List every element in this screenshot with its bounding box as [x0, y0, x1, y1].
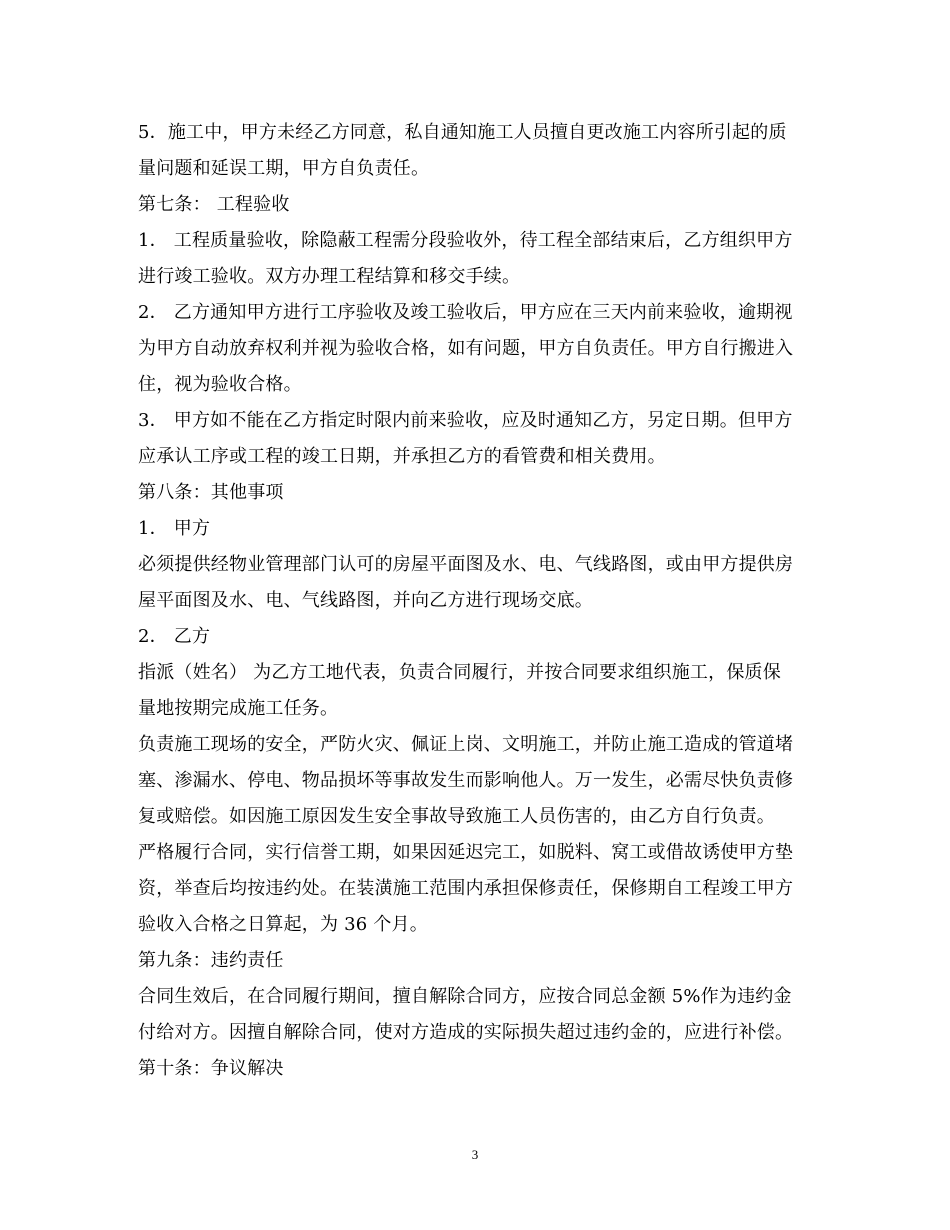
- text-line: 严格履行合同，实行信誉工期，如果因延迟完工，如脱料、窝工或借故诱使甲方垫: [138, 842, 794, 863]
- text-line: 塞、渗漏水、停电、物品损坏等事故发生而影响他人。万一发生，必需尽快负责修: [138, 770, 794, 791]
- text-line: 付给对方。因擅自解除合同，使对方造成的实际损失超过违约金的，应进行补偿。: [138, 1022, 794, 1043]
- text-line: 量地按期完成施工任务。: [138, 698, 339, 719]
- text-line: 5．施工中，甲方未经乙方同意，私自通知施工人员擅自更改施工内容所引起的质: [138, 122, 787, 143]
- section-heading: 第九条：违约责任: [138, 950, 284, 971]
- text-line: 住，视为验收合格。: [138, 374, 302, 395]
- text-line: 资，举查后均按违约处。在装潢施工范围内承担保修责任，保修期自工程竣工甲方: [138, 878, 794, 899]
- text-line: 为甲方自动放弃权利并视为验收合格，如有问题，甲方自负责任。甲方自行搬进入: [138, 338, 794, 359]
- section-heading: 第七条： 工程验收: [138, 194, 290, 215]
- document-body: [138, 115, 813, 1087]
- text-line: 指派（姓名） 为乙方工地代表，负责合同履行，并按合同要求组织施工，保质保: [138, 662, 781, 683]
- text-line: 屋平面图及水、电、气线路图，并向乙方进行现场交底。: [138, 590, 593, 611]
- text-line: 负责施工现场的安全，严防火灾、佩证上岗、文明施工，并防止施工造成的管道堵: [138, 734, 794, 755]
- section-heading: 第八条：其他事项: [138, 482, 284, 503]
- text-line: 必须提供经物业管理部门认可的房屋平面图及水、电、气线路图，或由甲方提供房: [138, 554, 794, 575]
- page-number: 3: [471, 1147, 479, 1162]
- text-line: 2． 乙方通知甲方进行工序验收及竣工验收后，甲方应在三天内前来验收，逾期视: [138, 302, 793, 323]
- text-line: 复或赔偿。如因施工原因发生安全事故导致施工人员伤害的，由乙方自行负责。: [138, 806, 775, 827]
- section-heading: 第十条：争议解决: [138, 1058, 284, 1079]
- text-line: 2． 乙方: [138, 626, 211, 647]
- text-line: 应承认工序或工程的竣工日期，并承担乙方的看管费和相关费用。: [138, 446, 666, 467]
- text-line: 验收入合格之日算起，为 36 个月。: [138, 914, 428, 935]
- text-line: 3． 甲方如不能在乙方指定时限内前来验收，应及时通知乙方，另定日期。但甲方: [138, 410, 793, 431]
- text-line: 量问题和延误工期，甲方自负责任。: [138, 158, 430, 179]
- text-line: 1． 甲方: [138, 518, 211, 539]
- text-line: 合同生效后，在合同履行期间，擅自解除合同方，应按合同总金额 5%作为违约金: [138, 986, 792, 1007]
- text-line: 进行竣工验收。双方办理工程结算和移交手续。: [138, 266, 521, 287]
- text-line: 1． 工程质量验收，除隐蔽工程需分段验收外，待工程全部结束后，乙方组织甲方: [138, 230, 793, 251]
